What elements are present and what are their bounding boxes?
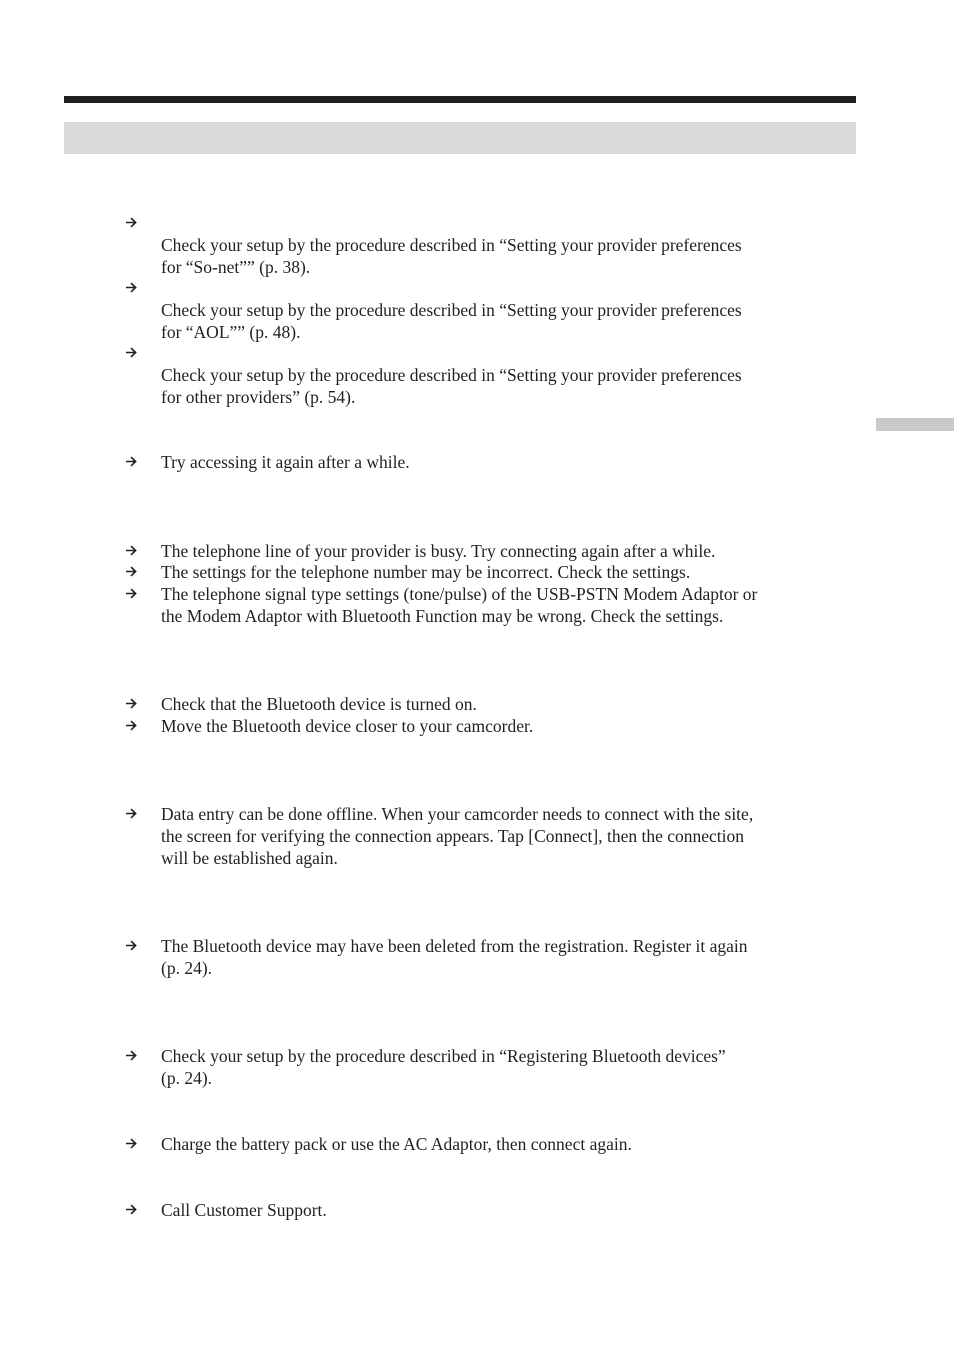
item-text-line: Data entry can be done offline. When your camcorder needs to connect with the site, — [161, 804, 754, 824]
arrow-icon — [126, 693, 140, 715]
item-text-line: for “So-net”” (p. 38). — [161, 257, 311, 277]
arrow-icon — [126, 342, 140, 364]
item-text-line: the screen for verifying the connection appears. Tap [Connect], then the connection — [161, 826, 745, 846]
arrow-icon — [126, 715, 140, 737]
arrow-icon — [126, 1133, 140, 1155]
item-text-line: Charge the battery pack or use the AC Adaptor, then connect again. — [161, 1134, 632, 1154]
header-rule — [64, 96, 856, 103]
chapter-tab — [876, 418, 954, 431]
arrow-icon — [126, 1045, 140, 1067]
arrow-icon — [126, 212, 140, 234]
arrow-icon — [126, 935, 140, 957]
item-text-line: Check your setup by the procedure described in “Setting your provider preferences — [161, 365, 742, 385]
item-text-line: Check your setup by the procedure described in “Setting your provider preferences — [161, 300, 742, 320]
item-text-line: the Modem Adaptor with Bluetooth Function may be wrong. Check the settings. — [161, 606, 724, 626]
item-text-line: The Bluetooth device may have been deleted from the registration. Register it again — [161, 936, 748, 956]
item-text-line: Try accessing it again after a while. — [161, 452, 410, 472]
arrow-icon — [126, 803, 140, 825]
item-text-line: Check your setup by the procedure described in “Setting your provider preferences — [161, 235, 742, 255]
item-text-line: Move the Bluetooth device closer to your camcorder. — [161, 716, 534, 736]
item-text-line: Call Customer Support. — [161, 1200, 327, 1220]
section-header-band — [64, 122, 856, 154]
item-text-line: The telephone signal type settings (tone/pulse) of the USB-PSTN Modem Adaptor or — [161, 584, 758, 604]
arrow-icon — [126, 451, 140, 473]
item-text-line: The settings for the telephone number may be incorrect. Check the settings. — [161, 562, 691, 582]
arrow-icon — [126, 561, 140, 583]
arrow-icon — [126, 583, 140, 605]
item-text-line: The telephone line of your provider is busy. Try connecting again after a while. — [161, 541, 716, 561]
item-text-line: will be established again. — [161, 848, 338, 868]
item-text-line: for other providers” (p. 54). — [161, 387, 356, 407]
item-text-line: (p. 24). — [161, 958, 213, 978]
item-text-line: Check your setup by the procedure described in “Registering Bluetooth devices” — [161, 1046, 726, 1066]
item-text-line: Check that the Bluetooth device is turned on. — [161, 694, 477, 714]
item-text-line: for “AOL”” (p. 48). — [161, 322, 301, 342]
item-text-line: (p. 24). — [161, 1068, 213, 1088]
arrow-icon — [126, 540, 140, 562]
arrow-icon — [126, 277, 140, 299]
arrow-icon — [126, 1199, 140, 1221]
